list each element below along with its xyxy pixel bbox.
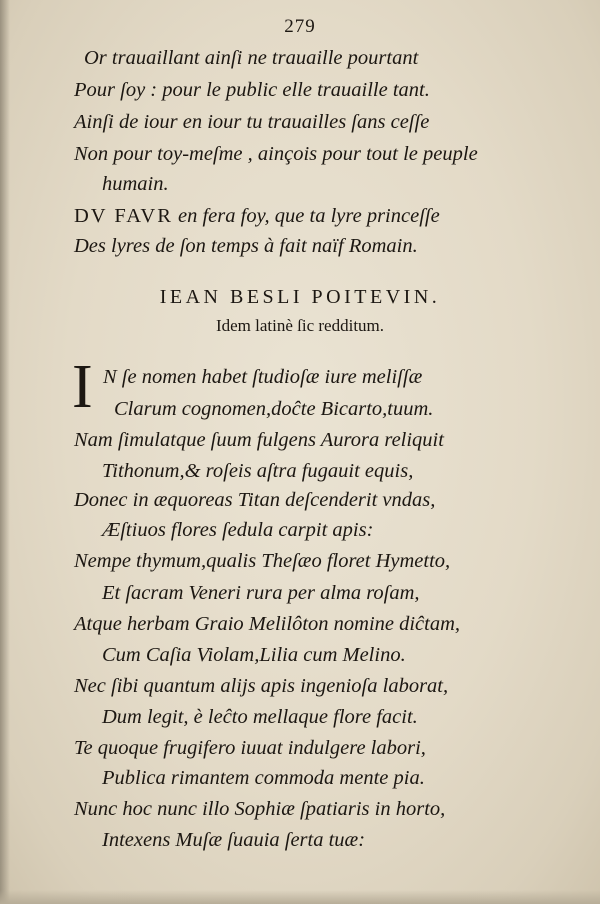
dedication-name: DV FAVR xyxy=(74,205,173,227)
latin-line: Nunc hoc nunc illo Sophiæ ſpatiaris in horto, xyxy=(74,798,446,820)
dedication-line-2: Des lyres de ſon temps à fait naïf Romain. xyxy=(74,235,418,257)
dedication-rest: en fera foy, que ta lyre princeſſe xyxy=(172,205,440,227)
latin-line: Publica rimantem commoda mente pia. xyxy=(102,767,425,789)
latin-line: Donec in æquoreas Titan deſcenderit vndas, xyxy=(74,489,436,511)
latin-line: Intexens Muſæ ſuauia ſerta tuæ: xyxy=(102,829,366,851)
latin-line: Et ſacram Veneri rura per alma roſam, xyxy=(102,582,420,604)
latin-line: Dum legit, è leĉto mellaque flore facit. xyxy=(102,706,418,728)
latin-line: Nam ſimulatque ſuum fulgens Aurora reliquit xyxy=(74,429,444,451)
dedication-line xyxy=(74,204,440,228)
page-shadow-left xyxy=(0,0,10,904)
drop-capital: I xyxy=(72,353,93,421)
stanza-line: Non pour toy-meſme , ainçois pour tout le peuple xyxy=(74,143,478,165)
latin-line: Æſtiuos flores ſedula carpit apis: xyxy=(102,519,374,541)
stanza-line: Ainſi de iour en iour tu trauailles ſans ceſſe xyxy=(74,111,430,133)
page-number: 279 xyxy=(284,16,316,37)
stanza-line: humain. xyxy=(102,173,169,195)
latin-line: Tithonum,& roſeis aſtra fugauit equis, xyxy=(102,460,414,482)
latin-line: N ſe nomen habet ſtudioſæ iure meliſſæ xyxy=(103,366,423,388)
stanza-line: Or trauaillant ainſi ne trauaille pourtant xyxy=(84,47,419,69)
latin-line: Cum Caſia Violam,Lilia cum Melino. xyxy=(102,644,406,666)
latin-line: Nec ſibi quantum alijs apis ingenioſa laborat, xyxy=(74,675,449,697)
latin-line: Clarum cognomen,doĉte Bicarto,tuum. xyxy=(114,398,434,420)
latin-line: Atque herbam Graio Melilôton nomine diĉtam, xyxy=(74,613,461,635)
poem-heading: IEAN BESLI POITEVIN. xyxy=(159,286,441,308)
stanza-line: Pour ſoy : pour le public elle trauaille tant. xyxy=(74,79,430,101)
latin-line: Te quoque frugifero iuuat indulgere labori, xyxy=(74,737,426,759)
page-shadow-bottom xyxy=(0,890,600,904)
latin-line: Nempe thymum,qualis Theſæo floret Hymetto, xyxy=(74,550,451,572)
poem-subheading: Idem latinè ſic redditum. xyxy=(215,316,385,335)
